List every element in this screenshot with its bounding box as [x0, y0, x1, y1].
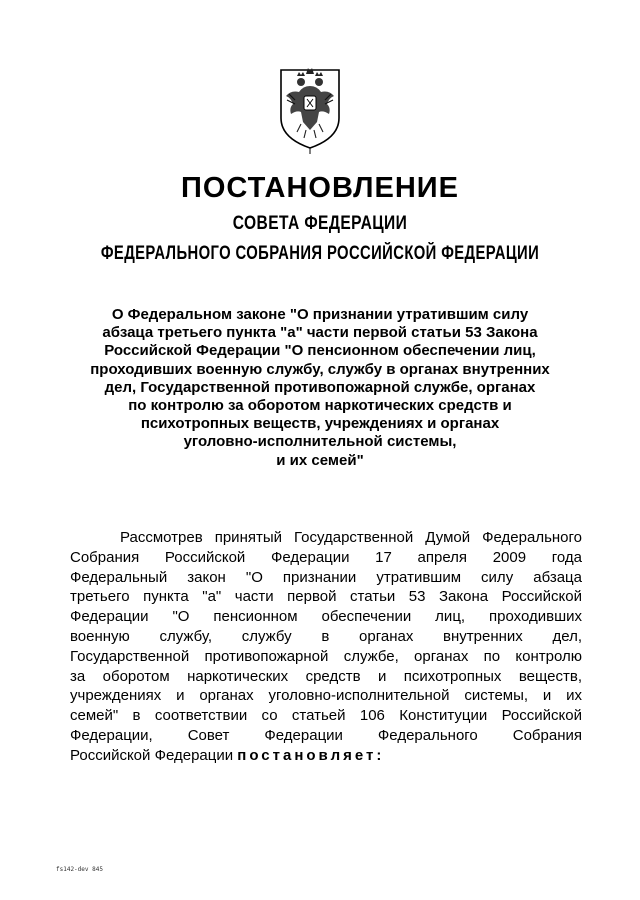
- heading-line: О Федеральном законе "О признании утратившим силу: [111, 306, 529, 323]
- coat-of-arms-emblem: [273, 60, 347, 156]
- body-final-prefix: Российской Федерации: [70, 746, 238, 764]
- body-line: Федерации "О пенсионном обеспечении лиц, проходивших: [70, 608, 582, 626]
- heading-line: абзаца третьего пункта "а" части первой статьи 53 Закона: [102, 324, 538, 342]
- body-line: Государственной противопожарной службе, органах по контролю: [70, 647, 582, 665]
- body-line: Рассмотрев принятый Государственной Думой Федерального: [120, 529, 582, 546]
- resolution-body: [70, 528, 582, 766]
- heading-line: и их семей": [276, 451, 364, 469]
- body-line: третьего пункта "а" части первой статьи 53 Закона Российской: [70, 588, 582, 606]
- body-line: Федеральный закон "О признании утратившим силу абзаца: [70, 568, 582, 586]
- heading-line: дел, Государственной противопожарной службе, органах: [104, 378, 536, 396]
- body-line: семей" в соответствии со статьей 106 Конституции Российской: [70, 707, 582, 725]
- body-line-final: [70, 746, 582, 766]
- heading-line: Российской Федерации "О пенсионном обеспечении лиц,: [104, 342, 536, 360]
- resolves-keyword: постановляет:: [237, 746, 385, 764]
- body-line: учреждениях и органах уголовно-исполнительной системы, и их: [70, 687, 582, 705]
- document-subtitle-council: СОВЕТА ФЕДЕРАЦИИ: [232, 213, 408, 234]
- body-line: за оборотом наркотических средств и психотропных веществ,: [70, 667, 582, 685]
- heading-line: уголовно-исполнительной системы,: [183, 433, 457, 451]
- heading-line: психотропных веществ, учреждениях и органах: [140, 415, 500, 433]
- heading-line: по контролю за оборотом наркотических средств и: [128, 397, 512, 415]
- document-code: fs142-dev 845: [56, 866, 103, 873]
- body-line: Собрания Российской Федерации 17 апреля 2009 года: [70, 548, 582, 566]
- body-line: Федерации, Совет Федерации Федерального Собрания: [70, 726, 582, 744]
- resolution-heading: [70, 306, 570, 470]
- body-line: военную службу, службу в органах внутренних дел,: [70, 627, 582, 645]
- document-subtitle-assembly: ФЕДЕРАЛЬНОГО СОБРАНИЯ РОССИЙСКОЙ ФЕДЕРАЦИИ: [100, 243, 540, 264]
- document-title: ПОСТАНОВЛЕНИЕ: [181, 172, 459, 204]
- heading-line: проходивших военную службу, службу в органах внутренних: [90, 360, 550, 378]
